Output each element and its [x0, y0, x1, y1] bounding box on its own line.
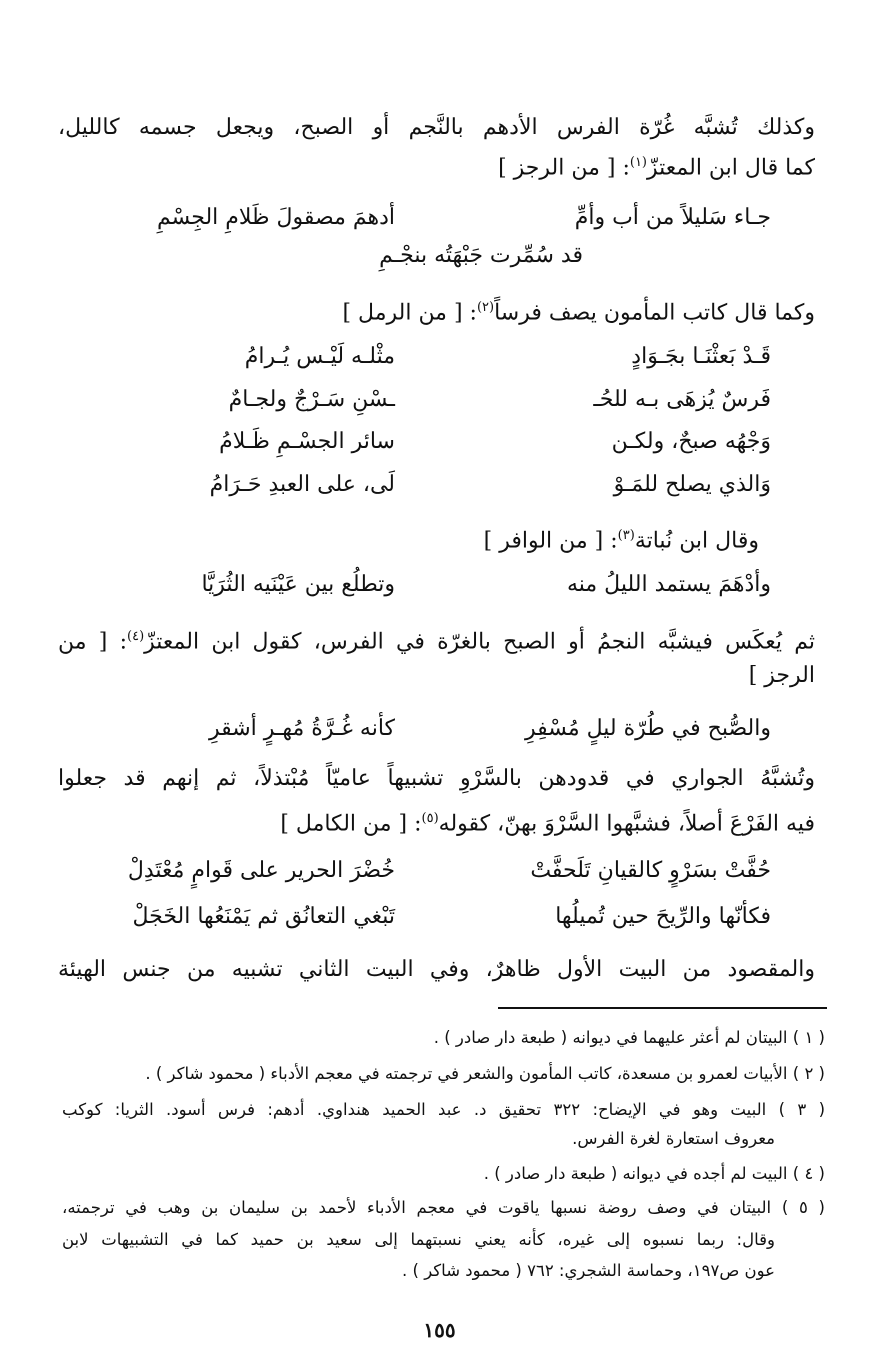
footnote-ref: (٢) [476, 300, 495, 315]
body-text: وقال ابن نُباتة [634, 528, 759, 554]
page-number: ١٥٥ [423, 1318, 456, 1342]
verse-hemistich: تَبْغي التعانُق ثم يَمْنَعُها الخَجَلْ [132, 904, 395, 929]
verse-hemistich: حُفَّتْ بسَرْوٍ كالقيانِ تَلَحفَّتْ [530, 858, 771, 883]
body-line [498, 148, 815, 183]
footnote-separator [498, 1007, 827, 1009]
footnote [62, 1098, 825, 1122]
body-line: وتُشبَّهُ الجواري في قدودهن بالسَّرْوِ تشبيهاً عاميّاً مُبْتذلاً، ثم إنهم قد جعلوا [58, 766, 815, 791]
body-text: وكما قال كاتب المأمون يصف فرساً [494, 300, 815, 326]
footnote-ref: (٤) [127, 629, 145, 644]
footnote-text: البيتان في وصف روضة نسبها ياقوت في معجم الأدباء لأحمد بن سليمان بن وهب في ترجمته، [62, 1198, 772, 1217]
meter-label: : [ من الرمل ] [342, 300, 477, 326]
verse-hemistich: وَجْهُه صبحٌ، ولكـن [611, 429, 771, 454]
verse-hemistich: مثْلـه لَيْـس يُـرامُ [244, 344, 395, 369]
body-line [280, 804, 815, 839]
footnote-number: ( ٣ ) [778, 1100, 826, 1119]
verse-hemistich: سائر الجسْـمِ ظَـلامُ [219, 429, 395, 454]
verse-hemistich: قَـدْ بَعثْنَـا بجَـوَادٍ [631, 344, 771, 369]
body-text: كما قال ابن المعتزّ [647, 155, 815, 181]
body-line [58, 622, 815, 657]
footnote-continuation: وقال: ربما نسبوه إلى غيره، كأنه يعني نسبتهما إلى سعيد بن حميد كما في التشبيهات لابن [62, 1230, 775, 1249]
meter-label: : [ من الكامل ] [280, 811, 422, 837]
meter-label: : [ من [58, 629, 128, 655]
footnote-number: ( ١ ) [792, 1028, 825, 1047]
body-text: ثم يُعكَس فيشبَّه النجمُ أو الصبح بالغرّة في الفرس، كقول ابن المعتزّ [144, 629, 816, 655]
footnote-ref: (٣) [617, 528, 635, 543]
footnote-text: الأبيات لعمرو بن مسعدة، كاتب المأمون والشعر في ترجمته في معجم الأدباء ( محمود شاكر ) . [145, 1064, 788, 1083]
verse-hemistich: خُضْرَ الحرير على قَوامٍ مُعْتَدِلْ [127, 858, 395, 883]
verse-hemistich: أدهمَ مصقولَ ظَلامِ الجِسْمِ [156, 205, 395, 230]
meter-label: : [ من الرجز ] [498, 155, 630, 181]
body-line: الرجز ] [748, 663, 815, 688]
footnote [484, 1162, 825, 1186]
footnote-text: البيت وهو في الإيضاح: ٣٢٢ تحقيق د. عبد الحميد هنداوي. أدهم: فرس أسود. الثريا: كوكب [62, 1100, 767, 1119]
footnote-text: البيت لم أجده في ديوانه ( طبعة دار صادر ) . [483, 1164, 788, 1183]
verse-hemistich: وأدْهَمَ يستمد الليلُ منه [566, 572, 771, 597]
footnote-number: ( ٥ ) [781, 1198, 825, 1217]
footnote-continuation: عون ص١٩٧، وحماسة الشجري: ٧٦٢ ( محمود شاكر ) . [402, 1261, 775, 1280]
verse-hemistich: فَرسٌ يُزهَى بـه للحُـ [593, 387, 771, 412]
verse-hemistich: جـاء سَليلاً من أب وأمِّ [574, 205, 771, 230]
verse-hemistich: فكأنّها والرِّيحَ حين تُميلُها [555, 904, 771, 929]
footnote-continuation: معروف استعارة لغرة الفرس. [572, 1129, 775, 1148]
verse-hemistich: لَى، على العبدِ حَـرَامُ [209, 472, 395, 497]
body-line [342, 293, 815, 328]
meter-label: : [ من الوافر ] [483, 528, 618, 554]
body-line: وكذلك تُشبَّه غُرّة الفرس الأدهم بالنَّجم أو الصبح، ويجعل جسمه كالليل، [58, 115, 815, 140]
body-text: فيه الفَرْعَ أصلاً، فشبَّهوا السَّرْوَ بهنّ، كقوله [438, 811, 815, 837]
verse-hemistich: وتطلُع بين عَيْنَيه الثُرَيَّا [201, 572, 395, 597]
footnote [62, 1196, 825, 1220]
body-line: والمقصود من البيت الأول ظاهرٌ، وفي البيت الثاني تشبيه من جنس الهيئة [58, 957, 815, 982]
footnote [145, 1062, 825, 1086]
footnote-ref: (٥) [421, 811, 439, 826]
verse-hemistich: كأنه غُـرَّةُ مُهـرٍ أشقرِ [208, 716, 395, 741]
footnote [434, 1026, 825, 1050]
body-line [484, 521, 759, 556]
footnote-text: البيتان لم أعثر عليهما في ديوانه ( طبعة دار صادر ) . [433, 1028, 788, 1047]
footnote-ref: (١) [629, 155, 647, 170]
verse-hemistich: وَالذي يصلح للمَـوْ [613, 472, 771, 497]
verse-hemistich: ـسْنِ سَـرْجٌ ولجـامٌ [228, 387, 395, 412]
verse-line: قد سُمِّرت جَبْهَتُه بنجْـمِ [379, 243, 583, 268]
verse-hemistich: والصُّبح في طُرّة ليلٍ مُسْفِرِ [524, 716, 771, 741]
footnote-number: ( ٢ ) [792, 1064, 825, 1083]
footnote-number: ( ٤ ) [792, 1164, 825, 1183]
